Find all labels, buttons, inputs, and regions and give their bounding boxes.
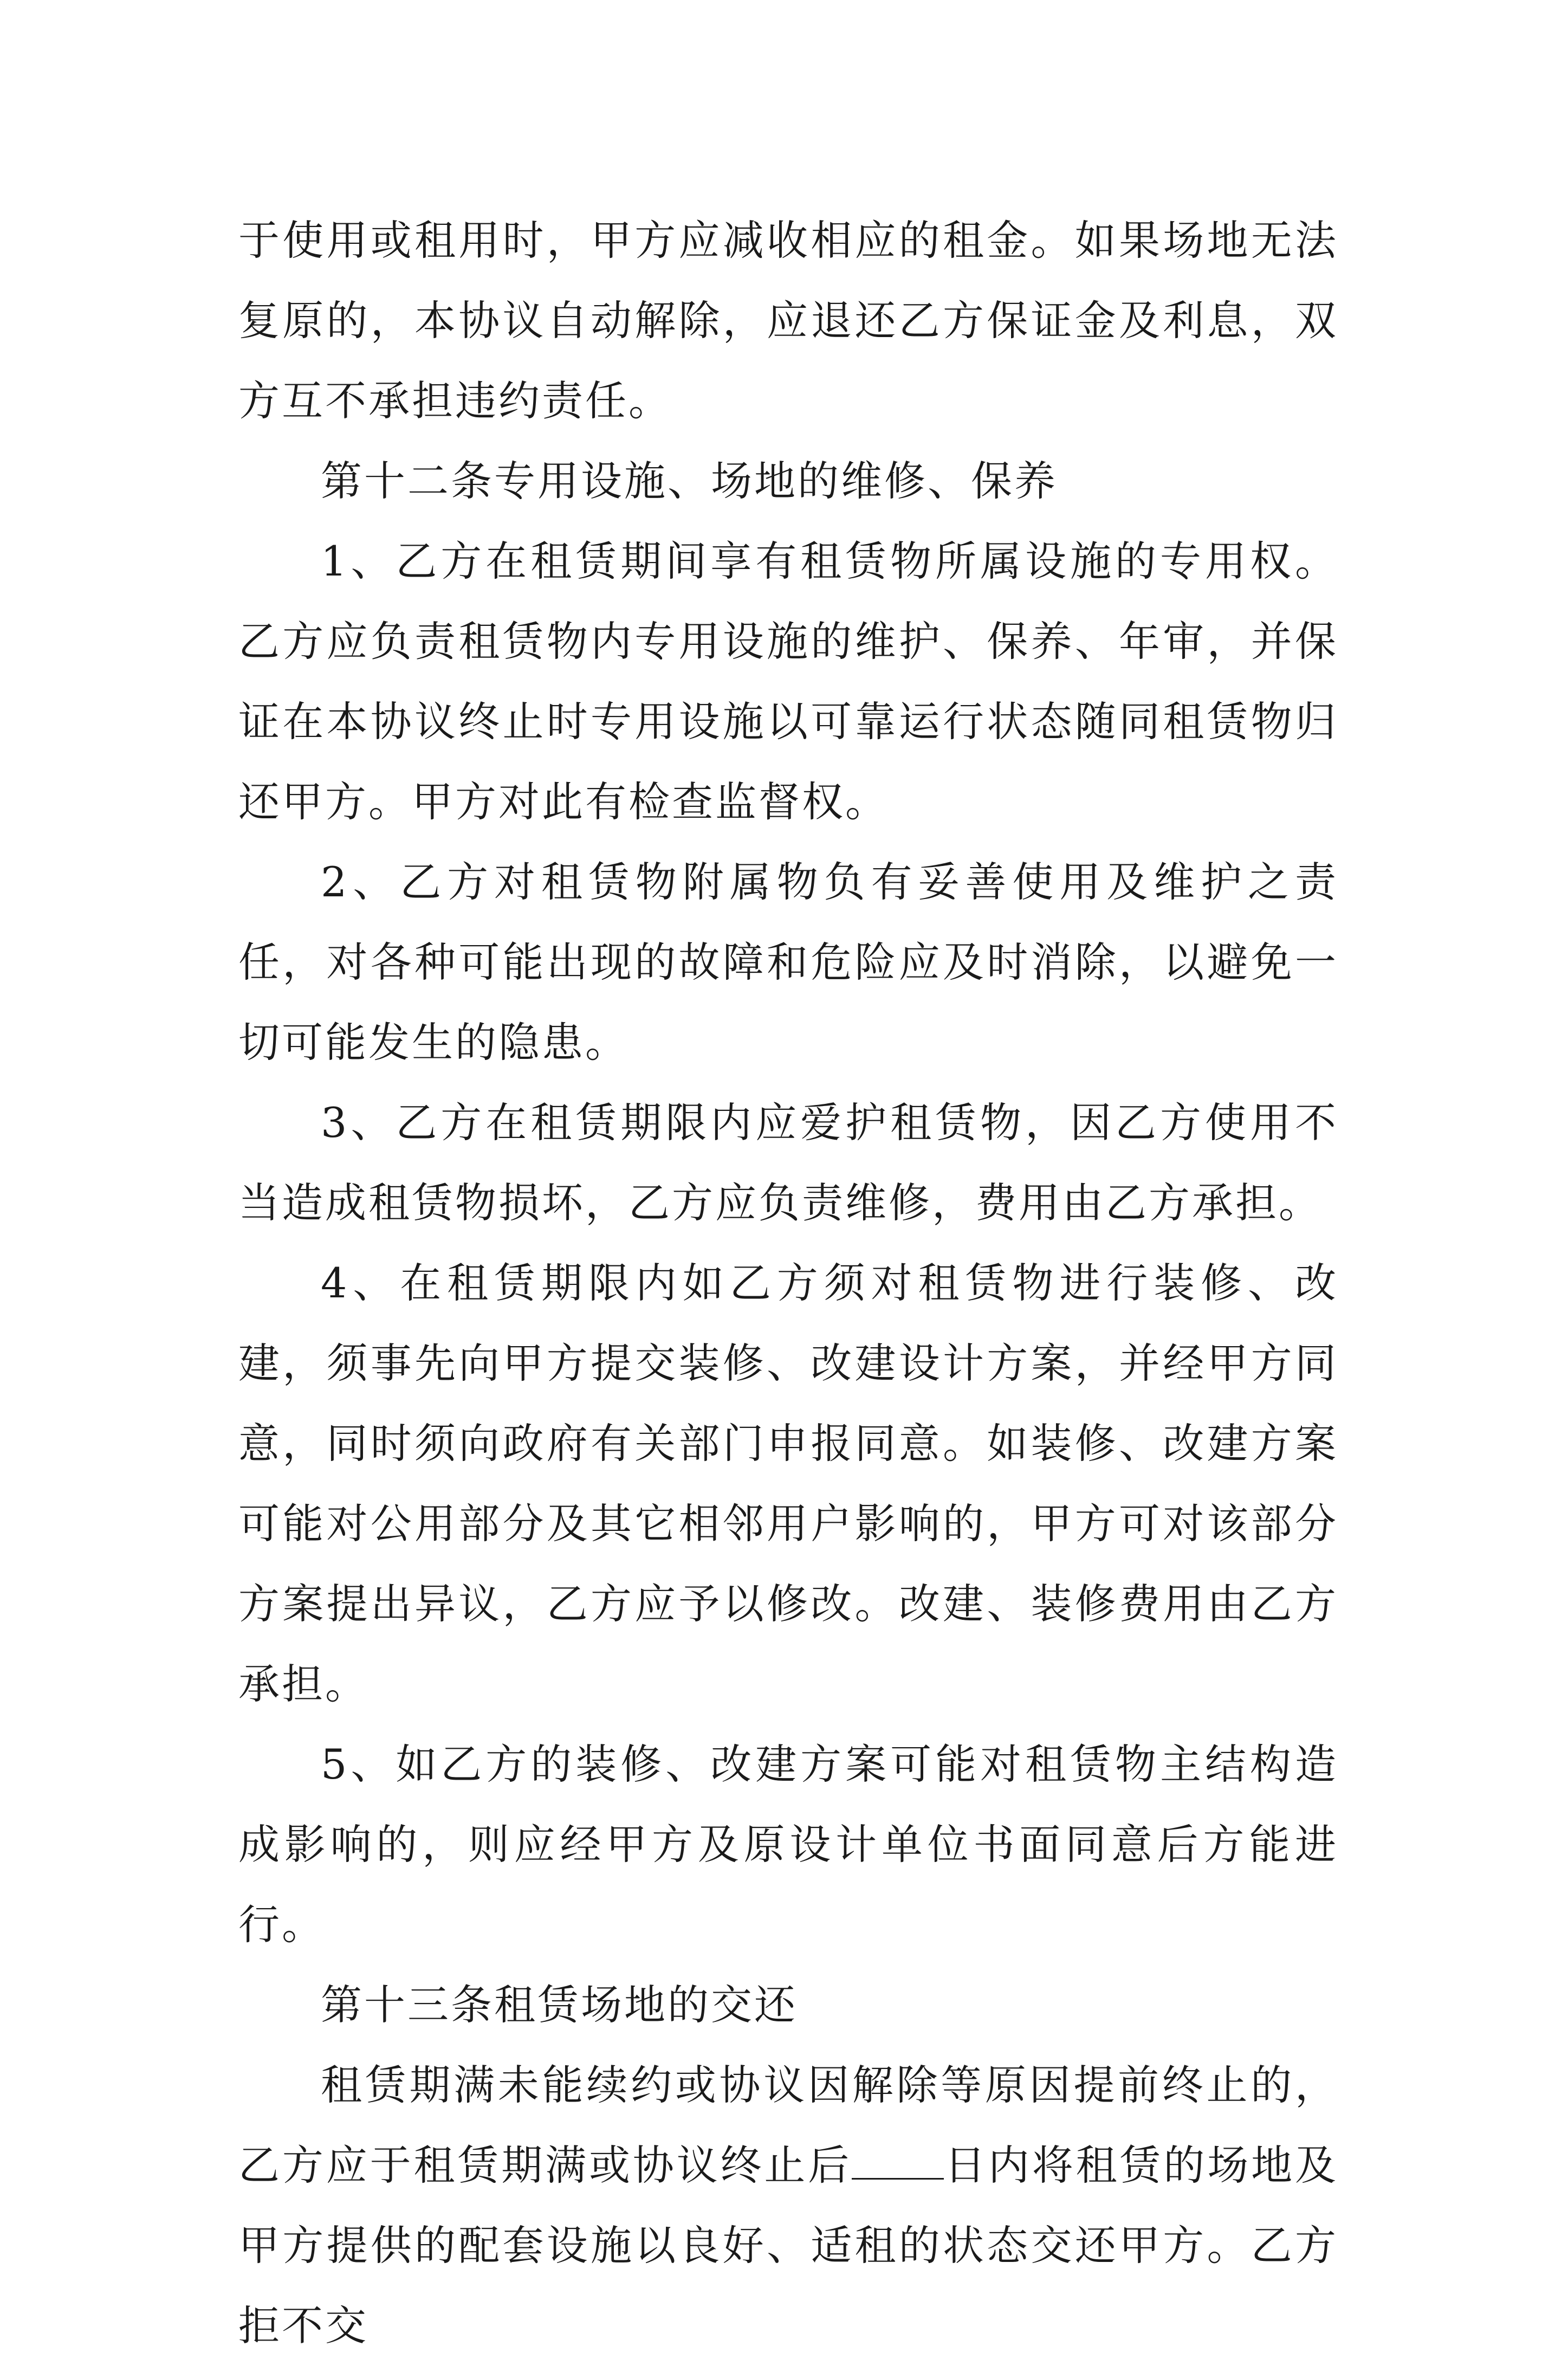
document-body — [238, 201, 1338, 2366]
clause-2: 2、乙方对租赁物附属物负有妥善使用及维护之责任，对各种可能出现的故障和危险应及时消除，以避免一切可能发生的隐患。 — [238, 858, 1338, 1066]
clause-1: 1、乙方在租赁期间享有租赁物所属设施的专用权。乙方应负责租赁物内专用设施的维护、保养、年审，并保证在本协议终止时专用设施以可靠运行状态随同租赁物归还甲方。甲方对此有检查监督权。 — [238, 537, 1338, 826]
return-clause-text-part2: 日内将租赁的场地及甲方提供的配套设施以良好、适租的状态交还甲方。乙方拒不交 — [238, 2141, 1339, 2350]
clause-5: 5、如乙方的装修、改建方案可能对租赁物主结构造成影响的，则应经甲方及原设计单位书面同意后方能进行。 — [238, 1740, 1338, 1949]
section-heading-article-13: 第十三条租赁场地的交还 — [321, 1981, 798, 2029]
paragraph-continuation: 于使用或租用时，甲方应减收相应的租金。如果场地无法复原的，本协议自动解除，应退还乙方保证金及利息，双方互不承担违约责任。 — [238, 216, 1338, 425]
return-clause-text-part1: 租赁期满未能续约或协议因解除等原因提前终止的，乙方应于租赁期满或协议终止后 — [238, 2061, 1338, 2189]
section-heading-article-12: 第十二条专用设施、场地的维修、保养 — [321, 457, 1058, 505]
clause-4: 4、在租赁期限内如乙方须对租赁物进行装修、改建，须事先向甲方提交装修、改建设计方案，并经甲方同意，同时须向政府有关部门申报同意。如装修、改建方案可能对公用部分及其它相邻用户影响的，甲方可对该部分方案提出异议，乙方应予以修改。改建、装修费用由乙方承担。 — [238, 1259, 1338, 1708]
fill-in-blank-days — [852, 2145, 944, 2180]
return-clause — [238, 2045, 1338, 2366]
clause-3: 3、乙方在租赁期限内应爱护租赁物，因乙方使用不当造成租赁物损坏，乙方应负责维修，费用由乙方承担。 — [238, 1098, 1338, 1227]
